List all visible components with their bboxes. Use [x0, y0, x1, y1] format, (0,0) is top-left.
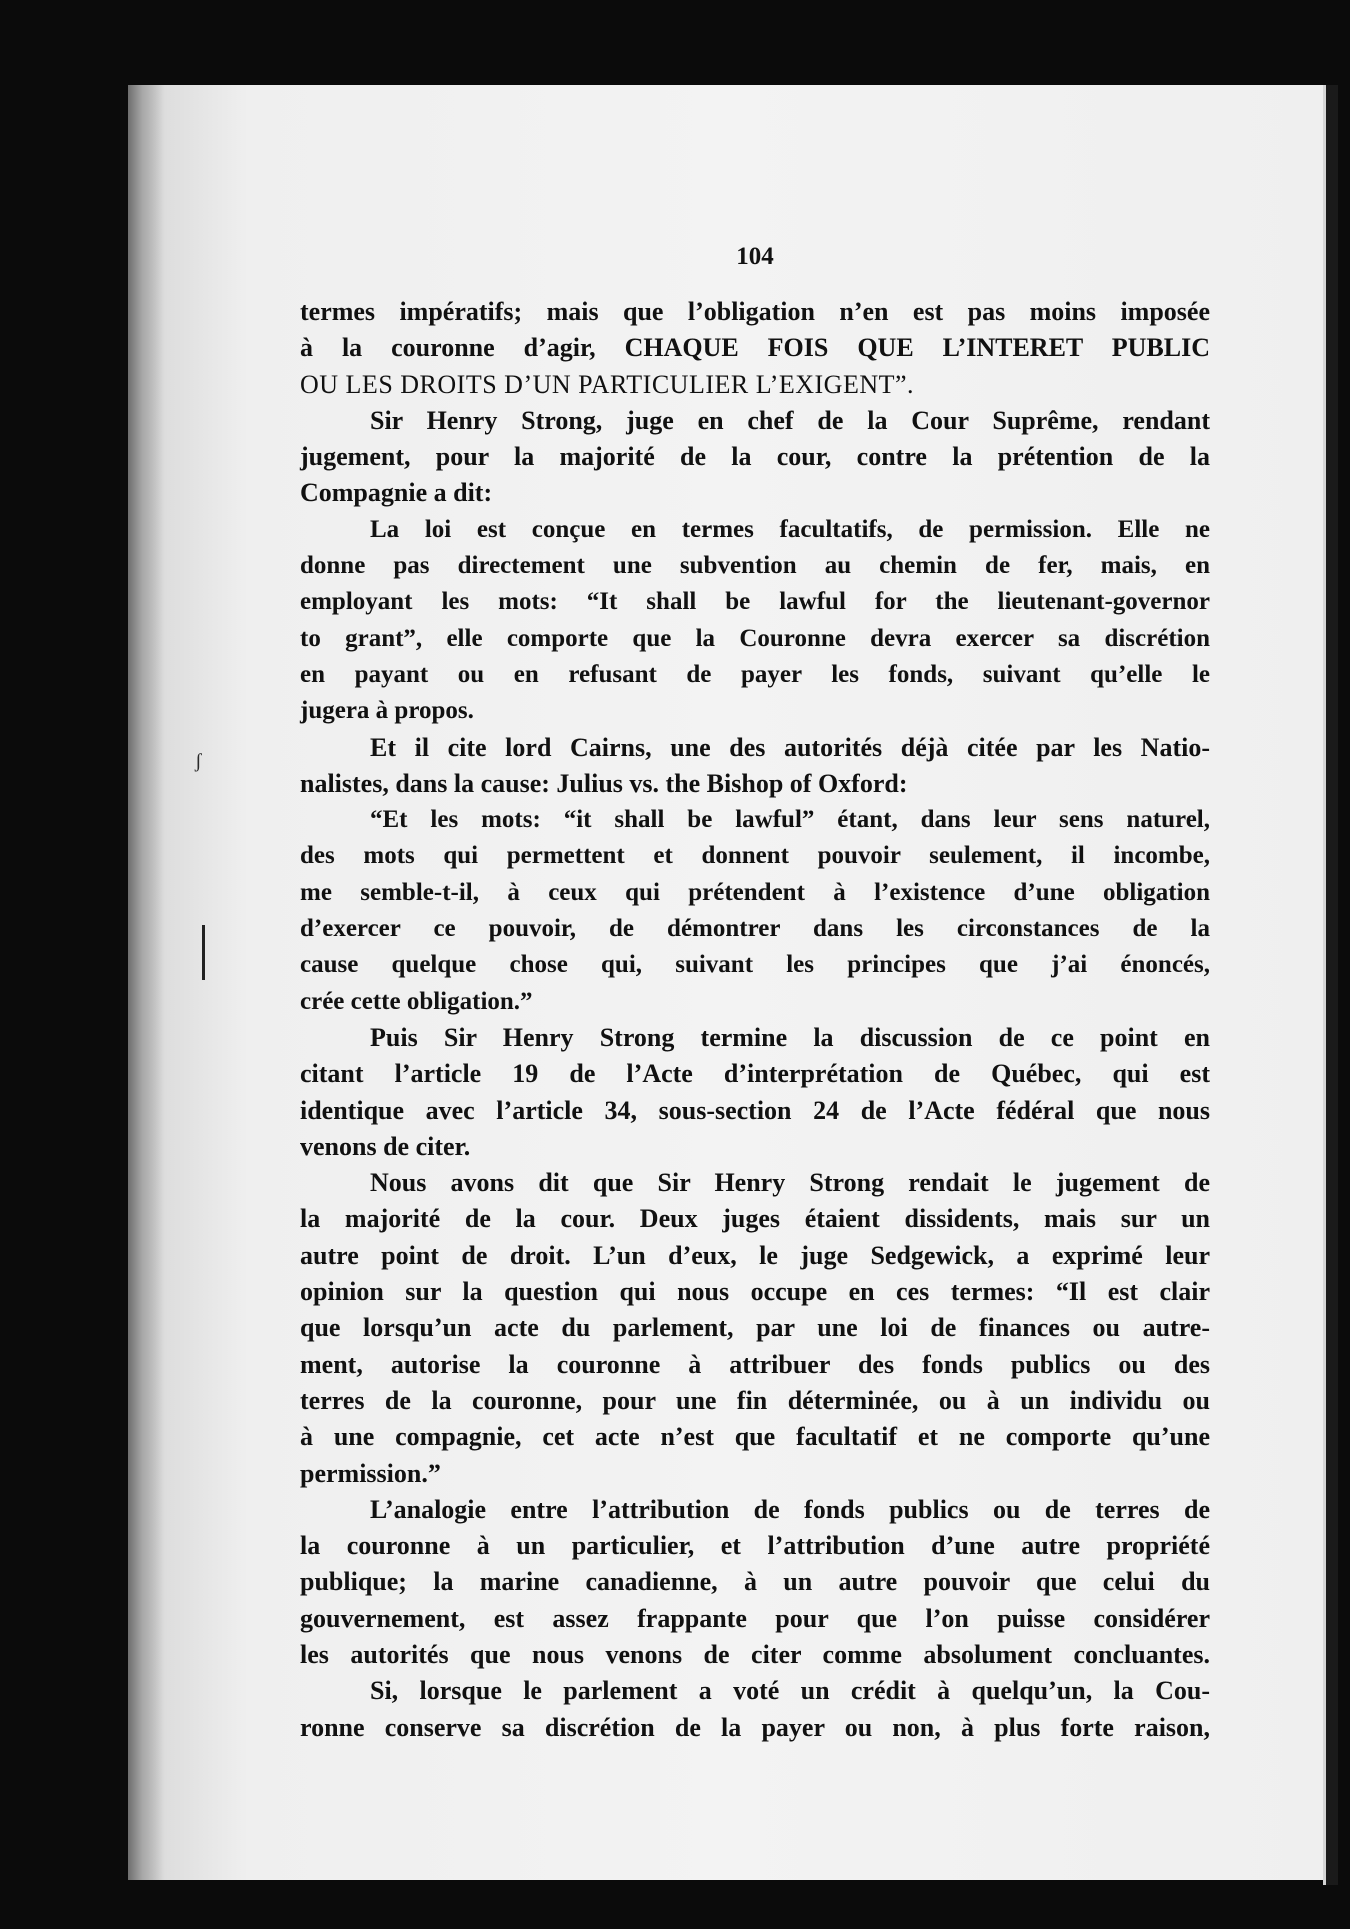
text-line: autre point de droit. L’un d’eux, le juge Sedgewick, a exprimé leur: [300, 1240, 1210, 1270]
text-line: nalistes, dans la cause: Julius vs. the Bishop of Oxford:: [300, 768, 908, 798]
text-line: que lorsqu’un acte du parlement, par une loi de finances ou autre-: [300, 1313, 1210, 1343]
text-line: ronne conserve sa discrétion de la payer ou non, à plus forte raison,: [300, 1712, 1210, 1742]
text-line: Nous avons dit que Sir Henry Strong rendait le jugement de: [370, 1168, 1210, 1198]
text-line: jugera à propos.: [300, 697, 474, 725]
text-line: venons de citer.: [300, 1131, 471, 1161]
text-line: permission.”: [300, 1458, 441, 1488]
text-line: to grant”, elle comporte que la Couronne devra exercer sa discrétion: [300, 624, 1210, 652]
text-line: des mots qui permettent et donnent pouvoir seulement, il incombe,: [300, 842, 1210, 870]
text-line: L’analogie entre l’attribution de fonds publics ou de terres de: [370, 1494, 1210, 1524]
margin-bar: [202, 925, 205, 980]
page-number: 104: [736, 243, 774, 270]
text-line: La loi est conçue en termes facultatifs, de permission. Elle ne: [370, 515, 1210, 543]
text-line: la majorité de la cour. Deux juges étaient dissidents, mais sur un: [300, 1204, 1210, 1234]
text-line: à la couronne d’agir, CHAQUE FOIS QUE L’INTERET PUBLIC: [300, 333, 1210, 363]
text-line: Sir Henry Strong, juge en chef de la Cour Suprême, rendant: [370, 405, 1210, 435]
text-line: à une compagnie, cet acte n’est que facultatif et ne comporte qu’une: [300, 1422, 1210, 1452]
text-line: OU LES DROITS D’UN PARTICULIER L’EXIGENT”.: [300, 369, 915, 399]
text-line: employant les mots: “It shall be lawful for the lieutenant-governor: [300, 588, 1210, 616]
text-line: en payant ou en refusant de payer les fonds, suivant qu’elle le: [300, 660, 1210, 688]
adjacent-page-edge: [1323, 85, 1338, 1885]
text-line: gouvernement, est assez frappante pour que l’on puisse considérer: [300, 1603, 1210, 1633]
text-line: d’exercer ce pouvoir, de démontrer dans les circonstances de la: [300, 915, 1210, 943]
text-line: jugement, pour la majorité de la cour, contre la prétention de la: [300, 442, 1210, 472]
text-line: Compagnie a dit:: [300, 478, 493, 508]
text-line: Si, lorsque le parlement a voté un crédit à quelqu’un, la Cou-: [370, 1676, 1210, 1706]
margin-mark: ʃ: [195, 750, 202, 772]
text-line: cause quelque chose qui, suivant les principes que j’ai énoncés,: [300, 951, 1210, 979]
text-line: opinion sur la question qui nous occupe en ces termes: “Il est clair: [300, 1277, 1210, 1307]
text-line: “Et les mots: “it shall be lawful” étant, dans leur sens naturel,: [370, 806, 1210, 834]
text-line: identique avec l’article 34, sous-section 24 de l’Acte fédéral que nous: [300, 1095, 1210, 1125]
body-text: [300, 294, 1210, 1746]
text-line: crée cette obligation.”: [300, 987, 533, 1015]
text-line: donne pas directement une subvention au chemin de fer, mais, en: [300, 552, 1210, 580]
text-line: terres de la couronne, pour une fin déterminée, ou à un individu ou: [300, 1385, 1210, 1415]
text-line: ment, autorise la couronne à attribuer des fonds publics ou des: [300, 1349, 1210, 1379]
text-line: Et il cite lord Cairns, une des autorités déjà citée par les Natio-: [370, 732, 1210, 762]
text-line: Puis Sir Henry Strong termine la discussion de ce point en: [370, 1022, 1210, 1052]
text-line: les autorités que nous venons de citer comme absolument concluantes.: [300, 1639, 1210, 1669]
text-line: publique; la marine canadienne, à un autre pouvoir que celui du: [300, 1567, 1210, 1597]
text-line: termes impératifs; mais que l’obligation n’en est pas moins imposée: [300, 297, 1210, 326]
text-line: la couronne à un particulier, et l’attribution d’une autre propriété: [300, 1531, 1210, 1561]
gutter-shadow: [128, 85, 164, 1880]
text-line: me semble-t-il, à ceux qui prétendent à l’existence d’une obligation: [300, 878, 1210, 906]
text-line: citant l’article 19 de l’Acte d’interprétation de Québec, qui est: [300, 1059, 1210, 1089]
